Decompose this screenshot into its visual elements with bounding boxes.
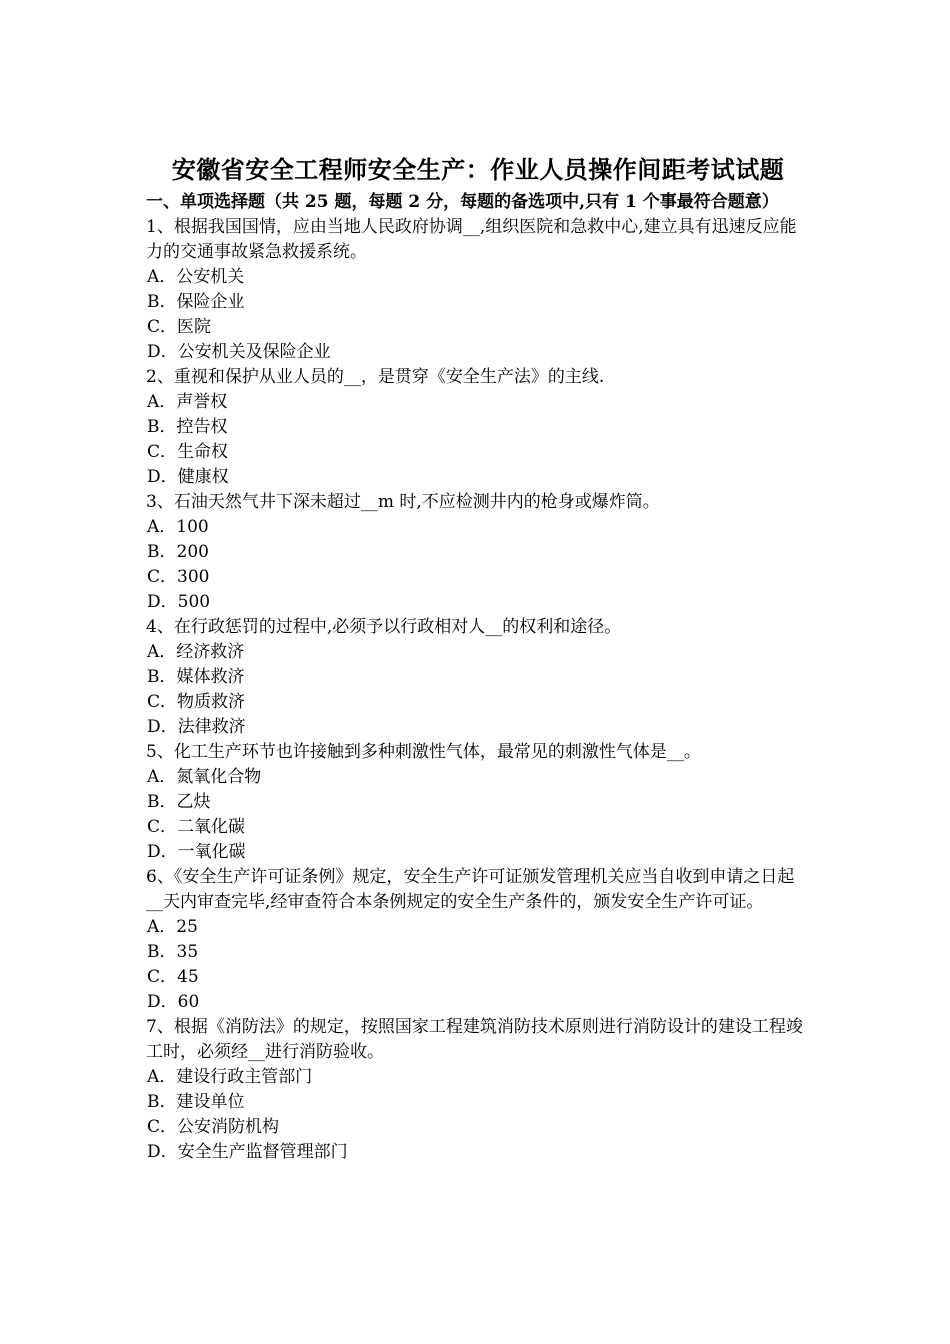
option-text: 300 — [177, 567, 210, 587]
option-text: 乙炔 — [176, 792, 211, 812]
question-text: 4、在行政惩罚的过程中,必须予以行政相对人__的权利和途径。 — [146, 617, 622, 637]
option-a — [146, 915, 810, 940]
option-d — [146, 340, 810, 365]
option-text: 公安消防机构 — [177, 1117, 280, 1137]
question-text: 2、重视和保护从业人员的__，是贯穿《安全生产法》的主线. — [146, 367, 605, 387]
option-d — [146, 715, 810, 740]
option-letter: D． — [147, 342, 178, 362]
option-letter: B． — [147, 417, 177, 437]
option-text: 建设单位 — [176, 1092, 245, 1112]
option-text: 健康权 — [177, 467, 229, 487]
option-text: 媒体救济 — [176, 667, 245, 687]
option-letter: C． — [147, 567, 178, 587]
question-7 — [146, 1015, 810, 1165]
option-d — [146, 465, 810, 490]
option-text: 氮氧化合物 — [176, 767, 262, 787]
option-letter: A． — [147, 767, 177, 787]
option-text: 生命权 — [177, 442, 229, 462]
option-letter: A． — [147, 917, 177, 937]
option-letter: A． — [147, 1067, 177, 1087]
option-b — [146, 940, 810, 965]
option-text: 25 — [176, 917, 198, 937]
option-b — [146, 415, 810, 440]
option-letter: B． — [147, 1092, 177, 1112]
option-letter: A． — [147, 267, 177, 287]
option-a — [146, 515, 810, 540]
option-b — [146, 1090, 810, 1115]
option-b — [146, 540, 810, 565]
question-text: 7、根据《消防法》的规定，按照国家工程建筑消防技术原则进行消防设计的建设工程竣工时，必须经__进行消防验收。 — [146, 1017, 803, 1062]
option-text: 物质救济 — [177, 692, 246, 712]
option-letter: B． — [147, 667, 177, 687]
option-text: 保险企业 — [176, 292, 245, 312]
option-letter: C． — [147, 442, 178, 462]
question-text: 5、化工生产环节也许接触到多种刺激性气体，最常见的刺激性气体是__。 — [146, 742, 701, 762]
option-letter: A． — [147, 642, 177, 662]
option-c — [146, 440, 810, 465]
question-6 — [146, 865, 810, 1015]
option-c — [146, 565, 810, 590]
option-text: 安全生产监督管理部门 — [177, 1142, 348, 1162]
option-text: 公安机关 — [176, 267, 245, 287]
option-text: 医院 — [177, 317, 212, 337]
question-text: 3、石油天然气井下深未超过__m 时,不应检测井内的枪身或爆炸筒。 — [146, 492, 660, 512]
option-text: 声誉权 — [176, 392, 228, 412]
option-letter: D． — [147, 842, 178, 862]
option-b — [146, 665, 810, 690]
question-2 — [146, 365, 810, 490]
option-text: 500 — [177, 592, 211, 612]
option-text: 60 — [177, 992, 200, 1012]
option-letter: C． — [147, 692, 178, 712]
option-text: 经济救济 — [176, 642, 245, 662]
option-c — [146, 965, 810, 990]
option-text: 公安机关及保险企业 — [177, 342, 331, 362]
question-1 — [146, 215, 810, 365]
option-text: 法律救济 — [177, 717, 246, 737]
option-letter: B． — [147, 292, 177, 312]
option-text: 45 — [177, 967, 199, 987]
option-letter: B． — [147, 542, 177, 562]
option-d — [146, 1140, 810, 1165]
option-d — [146, 590, 810, 615]
option-letter: C． — [147, 967, 178, 987]
option-c — [146, 690, 810, 715]
option-a — [146, 265, 810, 290]
question-list — [146, 215, 810, 1165]
option-letter: D． — [147, 717, 178, 737]
option-list — [146, 765, 810, 865]
option-letter: B． — [147, 792, 177, 812]
option-list — [146, 515, 810, 615]
option-letter: A． — [147, 392, 177, 412]
question-text: 6、《安全生产许可证条例》规定，安全生产许可证颁发管理机关应当自收到申请之日起__天内审查完毕,经审查符合本条例规定的安全生产条件的，颁发安全生产许可证。 — [146, 867, 795, 912]
document-page — [146, 150, 810, 1165]
option-text: 200 — [176, 542, 209, 562]
option-letter: B． — [147, 942, 177, 962]
option-b — [146, 290, 810, 315]
option-text: 控告权 — [176, 417, 228, 437]
option-text: 建设行政主管部门 — [176, 1067, 313, 1087]
option-a — [146, 640, 810, 665]
option-list — [146, 1065, 810, 1165]
document-title: 安徽省安全工程师安全生产：作业人员操作间距考试试题 — [171, 155, 785, 184]
option-letter: D． — [147, 992, 178, 1012]
option-c — [146, 315, 810, 340]
option-letter: D． — [147, 1142, 178, 1162]
question-5 — [146, 740, 810, 865]
option-letter: D． — [147, 467, 178, 487]
option-b — [146, 790, 810, 815]
option-letter: D． — [147, 592, 178, 612]
option-list — [146, 915, 810, 1015]
option-list — [146, 640, 810, 740]
question-text: 1、根据我国国情，应由当地人民政府协调__,组织医院和急救中心,建立具有迅速反应能力的交通事故紧急救援系统。 — [146, 217, 797, 262]
option-c — [146, 815, 810, 840]
option-text: 35 — [176, 942, 199, 962]
option-letter: C． — [147, 317, 178, 337]
option-text: 一氧化碳 — [177, 842, 246, 862]
option-letter: C． — [147, 1117, 178, 1137]
option-letter: A． — [147, 517, 177, 537]
option-a — [146, 765, 810, 790]
option-a — [146, 1065, 810, 1090]
option-c — [146, 1115, 810, 1140]
option-a — [146, 390, 810, 415]
option-list — [146, 265, 810, 365]
section-heading: 一、单项选择题（共 25 题，每题 2 分，每题的备选项中,只有 1 个事最符合题意） — [146, 192, 779, 212]
option-letter: C． — [147, 817, 178, 837]
option-list — [146, 390, 810, 490]
option-text: 100 — [176, 517, 209, 537]
option-d — [146, 990, 810, 1015]
question-4 — [146, 615, 810, 740]
option-d — [146, 840, 810, 865]
option-text: 二氧化碳 — [177, 817, 246, 837]
question-3 — [146, 490, 810, 615]
